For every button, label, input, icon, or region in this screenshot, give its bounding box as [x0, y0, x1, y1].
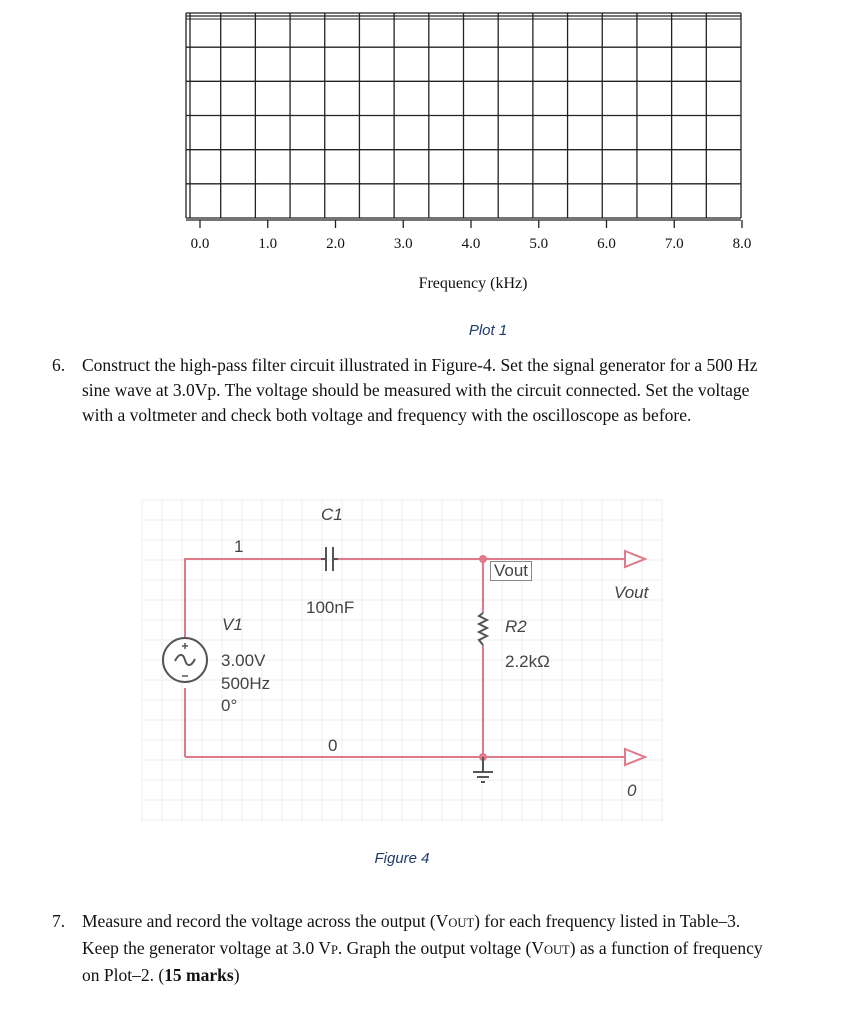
x-tick-label: 0.0	[190, 236, 210, 252]
output-port-label: Vout	[614, 583, 649, 602]
figure-caption: Figure 4	[374, 850, 430, 867]
x-tick-label: 4.0	[461, 236, 481, 252]
node-0-label: 0	[328, 736, 338, 755]
source-name: V1	[222, 615, 243, 634]
vout-net-label: Vout	[490, 561, 532, 581]
question-6-text: Construct the high-pass filter circuit illustrated in Figure-4. Set the signal generator for a 500 Hz sine wave at 3.0Vp. The voltage should be measured with the circuit connected. Set the voltage with a voltmeter and check both voltage and frequency with the oscilloscope as before.	[82, 355, 758, 425]
question-7-number: 7.	[52, 911, 66, 931]
x-tick-label: 1.0	[258, 236, 278, 252]
resistor-value: 2.2kΩ	[505, 652, 550, 671]
x-tick-label: 2.0	[326, 236, 345, 252]
capacitor-value: 100nF	[306, 598, 355, 617]
resistor-name: R2	[505, 617, 527, 636]
source-phase: 0°	[221, 696, 238, 715]
node-1-label: 1	[234, 537, 244, 556]
x-tick-label: 8.0	[732, 236, 752, 252]
ground-port-label: 0	[627, 781, 637, 800]
source-voltage: 3.00V	[221, 651, 266, 670]
schematic-grid	[142, 500, 662, 822]
capacitor-c1-symbol	[321, 547, 338, 571]
x-axis-title: Frequency (kHz)	[418, 275, 528, 292]
marks-label: 15 marks	[164, 965, 234, 985]
plot-caption: Plot 1	[468, 322, 508, 339]
x-tick-label: 3.0	[393, 236, 413, 252]
x-tick-label: 7.0	[664, 236, 684, 252]
source-frequency: 500Hz	[221, 674, 271, 693]
x-tick-label: 6.0	[597, 236, 616, 252]
question-7	[52, 909, 772, 988]
x-tick-label: 5.0	[529, 236, 549, 252]
ac-source-v1-symbol	[163, 638, 207, 682]
question-7-text: Measure and record the voltage across the output (VOUT) for each frequency listed in Table–3. Keep the generator voltage at 3.0 VP. Graph the output voltage (VOUT) as a function of frequency on Plot–2. (15 marks)	[82, 911, 763, 985]
ground-icon	[473, 757, 493, 782]
wire-top-left	[185, 559, 321, 648]
question-6-number: 6.	[52, 355, 66, 375]
junction-top	[479, 555, 487, 563]
capacitor-name: C1	[321, 505, 343, 524]
